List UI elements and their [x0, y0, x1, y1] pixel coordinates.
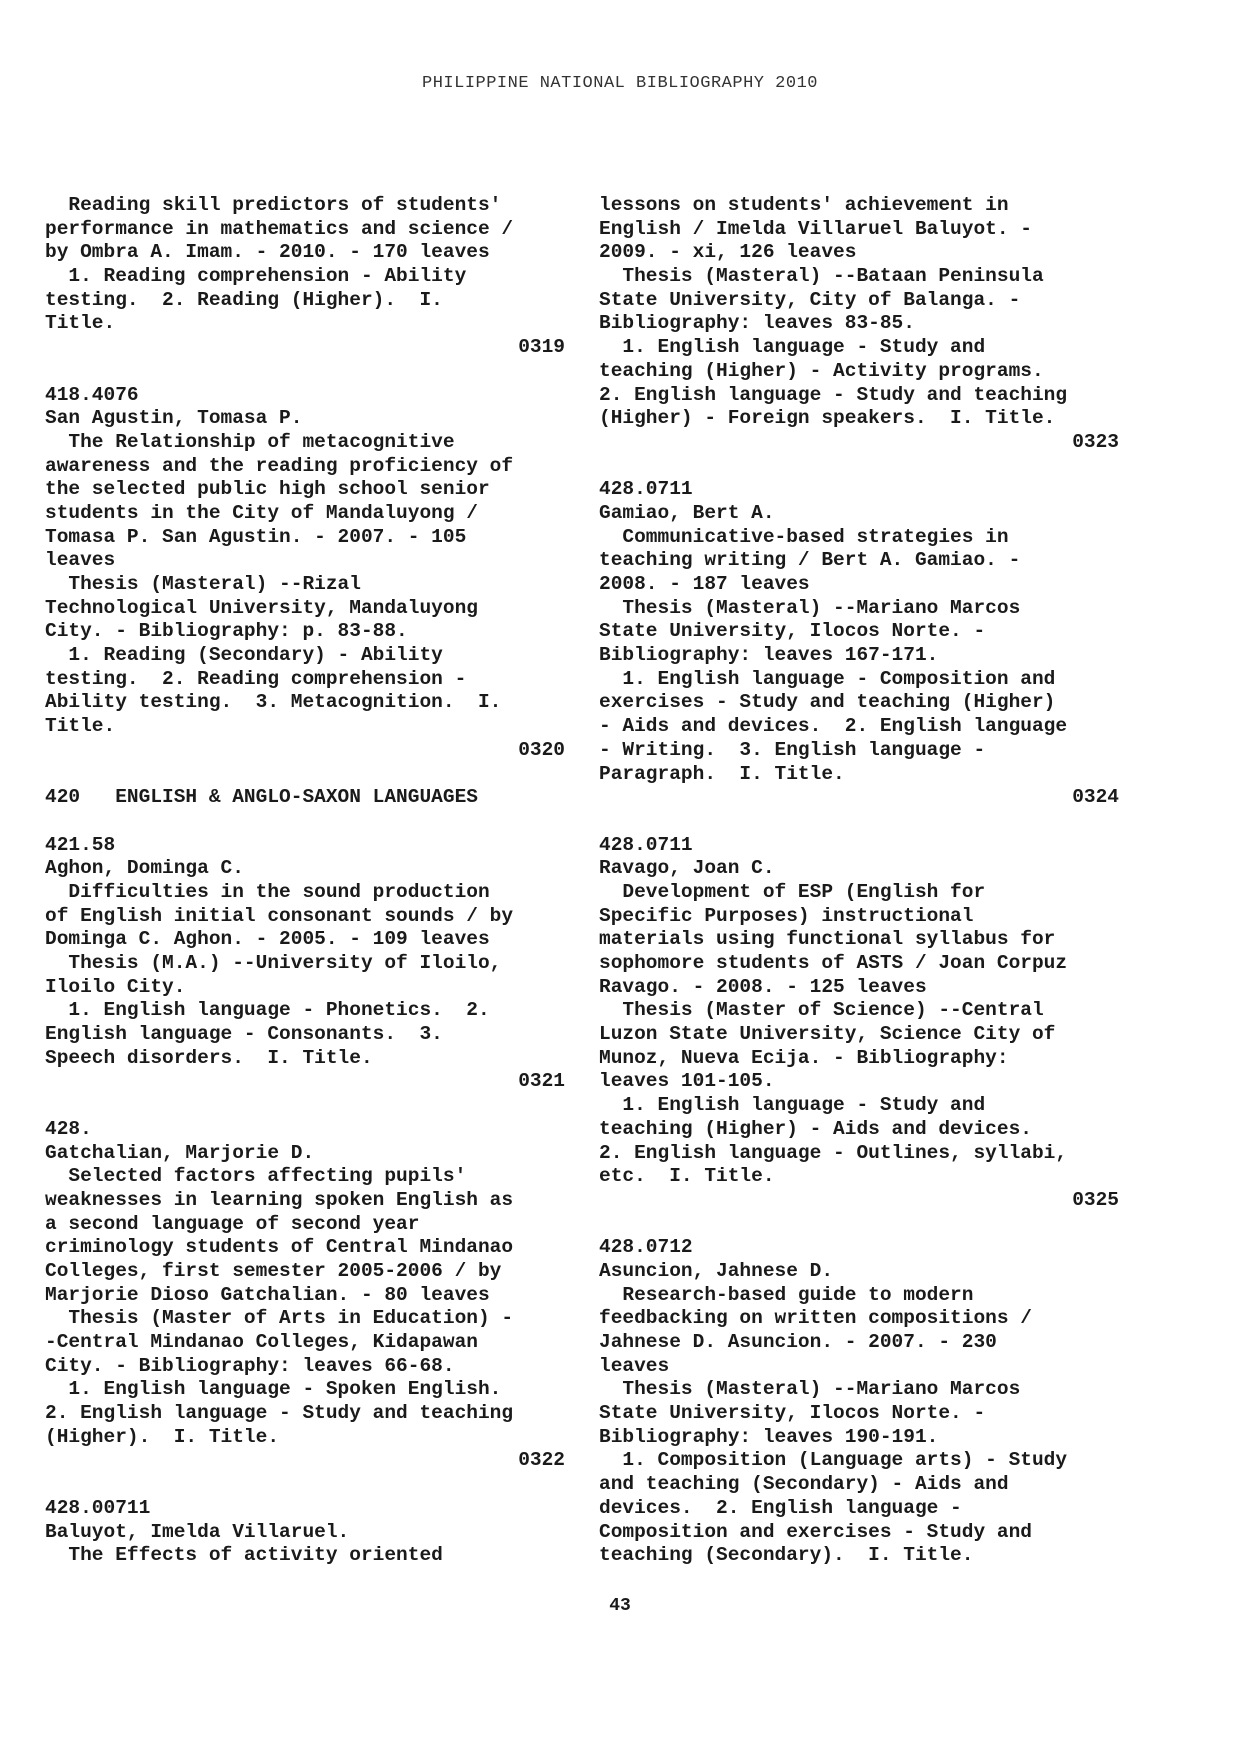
entry-line: criminology students of Central Mindanao — [45, 1236, 514, 1259]
entry-number: 0322 — [518, 1449, 565, 1472]
entry-line — [45, 1094, 565, 1118]
entry-line: lessons on students' achievement in — [599, 194, 1009, 216]
entry-line: Gamiao, Bert A. — [599, 501, 775, 524]
entry-line — [45, 1473, 565, 1497]
entry-line: City. - Bibliography: leaves 66-68. — [45, 1354, 455, 1377]
entry-line — [45, 810, 565, 834]
entry-line: Speech disorders. I. Title. — [45, 1046, 373, 1069]
entry-line: 1. Reading (Secondary) - Ability — [45, 644, 443, 667]
entry-line: sophomore students of ASTS / Joan Corpuz — [599, 952, 1068, 974]
entry-line: Thesis (Master of Arts in Education) - — [45, 1307, 514, 1330]
entry-line: Technological University, Mandaluyong — [45, 596, 478, 619]
entry-line: The Effects of activity oriented — [45, 1544, 443, 1567]
entry-line: leaves — [45, 549, 116, 572]
entry-number: 0323 — [1072, 430, 1119, 453]
entry-line: San Agustin, Tomasa P. — [45, 407, 303, 430]
entry-line: - Aids and devices. 2. English language — [599, 715, 1068, 738]
entry-line: Ravago, Joan C. — [599, 857, 775, 880]
entry-line: students in the City of Mandaluyong / — [45, 501, 478, 524]
entry-number: 0321 — [518, 1070, 565, 1093]
entry-line: Thesis (Masteral) --Mariano Marcos — [599, 1378, 1021, 1401]
page-number: 43 — [609, 1596, 631, 1616]
entry-line: 1. Composition (Language arts) - Study — [599, 1449, 1068, 1472]
entry-line: Gatchalian, Marjorie D. — [45, 1141, 315, 1164]
entry-line: Bibliography: leaves 167-171. — [599, 644, 939, 667]
entry-line: testing. 2. Reading (Higher). I. — [45, 288, 443, 311]
entry-line: City. - Bibliography: p. 83-88. — [45, 620, 408, 643]
entry-line: - Writing. 3. English language - — [599, 738, 986, 761]
entry-line: teaching (Higher) - Activity programs. — [599, 359, 1044, 382]
right-column — [599, 194, 1119, 1568]
entry-number: 0324 — [1072, 786, 1119, 809]
call-number: 428.0711 — [599, 833, 693, 856]
entry-line: State University, Ilocos Norte. - — [599, 1402, 986, 1425]
call-number: 421.58 — [45, 833, 116, 856]
entry-line: a second language of second year — [45, 1212, 420, 1235]
entry-line: Difficulties in the sound production — [45, 880, 490, 903]
entry-line: Selected factors affecting pupils' — [45, 1165, 467, 1188]
entry-line: Aghon, Dominga C. — [45, 857, 244, 880]
entry-line: Specific Purposes) instructional — [599, 904, 974, 927]
entry-line: 2. English language - Study and teaching — [599, 383, 1068, 406]
entry-line: Development of ESP (English for — [599, 880, 986, 903]
entry-line: Thesis (Masteral) --Mariano Marcos — [599, 596, 1021, 619]
entry-line: English language - Consonants. 3. — [45, 1023, 443, 1046]
entry-line: Thesis (Master of Science) --Central — [599, 999, 1044, 1022]
entry-line: Title. — [45, 312, 116, 335]
entry-line: State University, Ilocos Norte. - — [599, 620, 986, 643]
section-heading: 420 ENGLISH & ANGLO-SAXON LANGUAGES — [45, 786, 478, 809]
entry-line: 1. English language - Study and — [599, 1094, 986, 1117]
entry-line: testing. 2. Reading comprehension - — [45, 667, 467, 690]
call-number: 418.4076 — [45, 383, 139, 406]
entry-line: Communicative-based strategies in — [599, 525, 1009, 548]
entry-line: leaves — [599, 1354, 670, 1377]
entry-line: leaves 101-105. — [599, 1070, 775, 1093]
entry-line: Marjorie Dioso Gatchalian. - 80 leaves — [45, 1283, 490, 1306]
entry-line: Asuncion, Jahnese D. — [599, 1259, 834, 1282]
entry-line: Reading skill predictors of students' — [45, 194, 502, 216]
entry-line: English / Imelda Villaruel Baluyot. - — [599, 217, 1032, 240]
entry-line — [599, 1213, 1119, 1237]
entry-line: and teaching (Secondary) - Aids and — [599, 1473, 1009, 1496]
entry-line: 1. English language - Composition and — [599, 667, 1056, 690]
entry-line: 2. English language - Outlines, syllabi, — [599, 1141, 1068, 1164]
entry-line: of English initial consonant sounds / by — [45, 904, 514, 927]
entry-number: 0320 — [518, 738, 565, 761]
entry-line: (Higher). I. Title. — [45, 1425, 280, 1448]
entry-line: 1. English language - Phonetics. 2. — [45, 999, 490, 1022]
entry-line: teaching (Higher) - Aids and devices. — [599, 1117, 1032, 1140]
entry-line — [599, 810, 1119, 834]
entry-number: 0319 — [518, 336, 565, 359]
entry-line — [45, 360, 565, 384]
entry-line: the selected public high school senior — [45, 478, 490, 501]
entry-line: 1. English language - Study and — [599, 336, 986, 359]
entry-line: -Central Mindanao Colleges, Kidapawan — [45, 1331, 478, 1353]
entry-line: Ravago. - 2008. - 125 leaves — [599, 975, 927, 998]
entry-line: teaching writing / Bert A. Gamiao. - — [599, 549, 1021, 572]
entry-line: 1. Reading comprehension - Ability — [45, 265, 467, 288]
entry-line: The Relationship of metacognitive — [45, 430, 455, 453]
entry-line: Paragraph. I. Title. — [599, 762, 845, 785]
entry-line: Research-based guide to modern — [599, 1283, 974, 1306]
entry-line: exercises - Study and teaching (Higher) — [599, 691, 1056, 714]
entry-line: Luzon State University, Science City of — [599, 1023, 1056, 1046]
entry-line: materials using functional syllabus for — [599, 928, 1056, 951]
entry-line: Colleges, first semester 2005-2006 / by — [45, 1259, 502, 1282]
call-number: 428.00711 — [45, 1496, 151, 1519]
entry-line: 1. English language - Spoken English. — [45, 1378, 502, 1401]
entry-line — [599, 455, 1119, 479]
entry-line: 2008. - 187 leaves — [599, 573, 810, 595]
entry-line: performance in mathematics and science / — [45, 217, 514, 240]
entry-line: Ability testing. 3. Metacognition. I. — [45, 691, 502, 714]
left-column — [45, 194, 565, 1568]
entry-line: by Ombra A. Imam. - 2010. - 170 leaves — [45, 241, 490, 264]
entry-line: Tomasa P. San Agustin. - 2007. - 105 — [45, 525, 467, 548]
entry-number: 0325 — [1072, 1188, 1119, 1211]
entry-line: awareness and the reading proficiency of — [45, 454, 514, 477]
entry-line: Composition and exercises - Study and — [599, 1520, 1032, 1543]
entry-line: teaching (Secondary). I. Title. — [599, 1544, 974, 1567]
entry-line: Thesis (Masteral) --Rizal — [45, 573, 361, 595]
entry-line: feedbacking on written compositions / — [599, 1307, 1032, 1330]
entry-line: devices. 2. English language - — [599, 1496, 962, 1519]
entry-line: Baluyot, Imelda Villaruel. — [45, 1520, 350, 1543]
entry-line — [45, 763, 565, 787]
entry-line: Thesis (M.A.) --University of Iloilo, — [45, 952, 502, 974]
entry-line: weaknesses in learning spoken English as — [45, 1188, 514, 1211]
entry-line: Dominga C. Aghon. - 2005. - 109 leaves — [45, 928, 490, 951]
call-number: 428.0712 — [599, 1236, 693, 1259]
entry-line: etc. I. Title. — [599, 1165, 775, 1188]
call-number: 428. — [45, 1117, 92, 1140]
entry-line: Bibliography: leaves 190-191. — [599, 1425, 939, 1448]
entry-line: Thesis (Masteral) --Bataan Peninsula — [599, 265, 1044, 288]
entry-line: State University, City of Balanga. - — [599, 288, 1021, 311]
entry-line: 2009. - xi, 126 leaves — [599, 241, 857, 264]
entry-line: Bibliography: leaves 83-85. — [599, 312, 915, 335]
call-number: 428.0711 — [599, 478, 693, 501]
running-head: PHILIPPINE NATIONAL BIBLIOGRAPHY 2010 — [422, 74, 818, 93]
entry-line: Jahnese D. Asuncion. - 2007. - 230 — [599, 1331, 997, 1353]
entry-line: Title. — [45, 715, 116, 738]
entry-line: 2. English language - Study and teaching — [45, 1402, 514, 1425]
entry-line: Iloilo City. — [45, 975, 186, 998]
entry-line: Munoz, Nueva Ecija. - Bibliography: — [599, 1046, 1009, 1069]
entry-line: (Higher) - Foreign speakers. I. Title. — [599, 407, 1056, 430]
